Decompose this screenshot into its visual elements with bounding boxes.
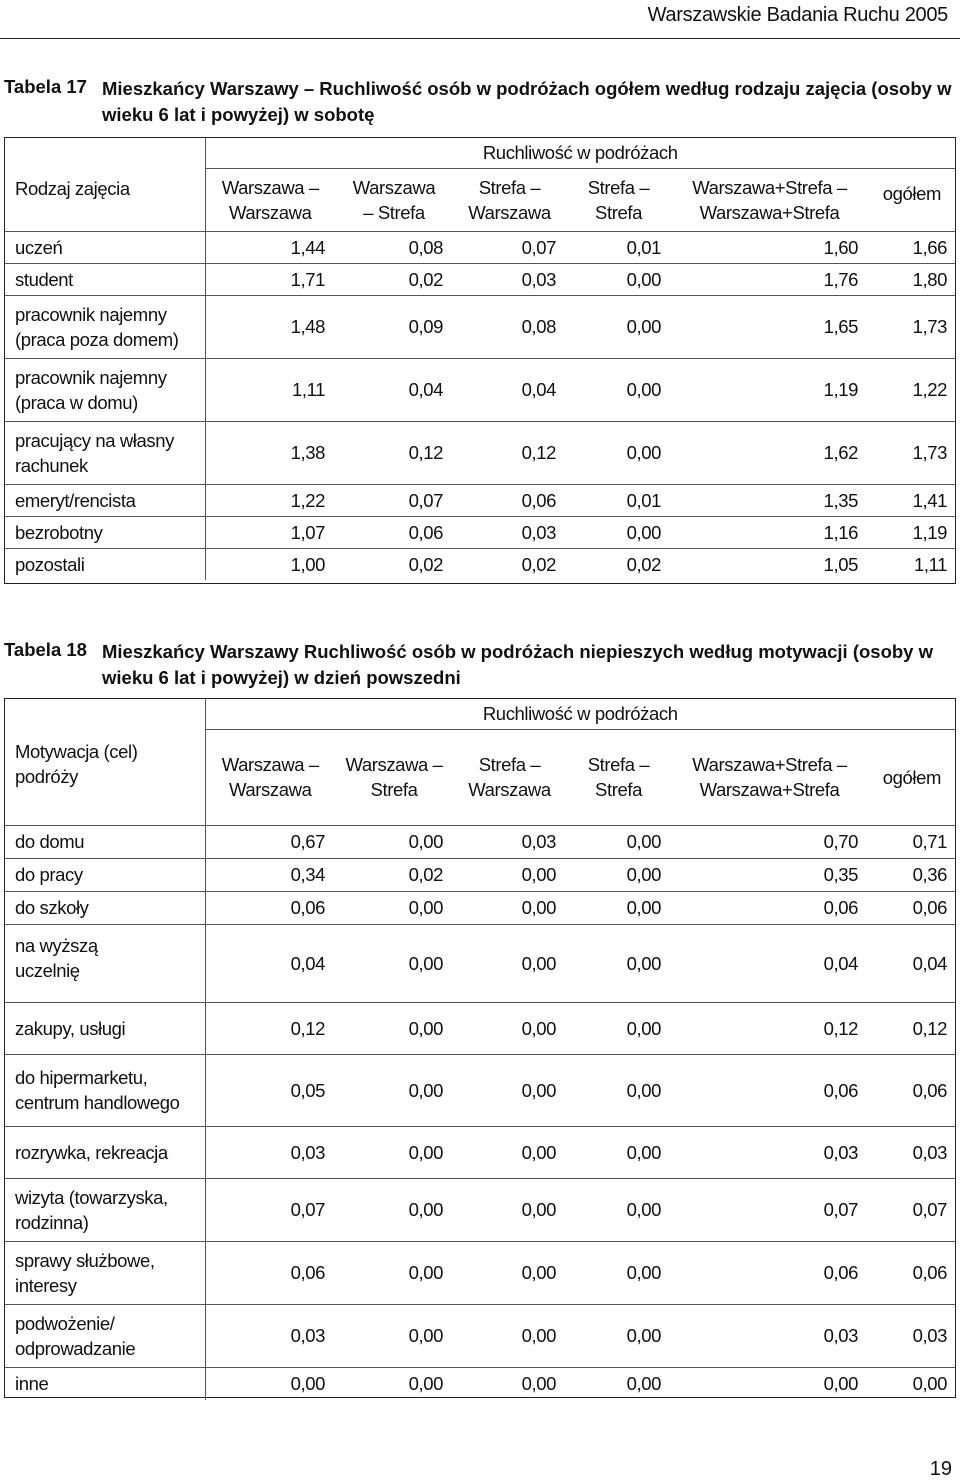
table-17-number: Tabela 17 [4,76,87,97]
table-row [5,484,955,516]
table-cell: 1,05 [671,548,868,580]
table-18-title: Mieszkańcy Warszawy Ruchliwość osób w podróżach niepieszych według motywacji (osoby w wieku 6 lat i powyżej) w dzień powszedni [102,641,933,688]
table-cell: 0,06 [205,891,335,924]
table-row [5,891,955,924]
table-18-number: Tabela 18 [4,639,87,660]
table-cell: 0,06 [671,1241,868,1304]
table-18-col-header: Warszawa – Strefa [335,729,453,825]
table-cell: 0,00 [335,1367,453,1400]
table-cell: 0,00 [453,1367,566,1400]
table-cell: 0,00 [566,1054,671,1126]
table-cell: 0,06 [453,484,566,516]
table-17-col-header: Warszawa – Warszawa [205,168,335,231]
table-18-col-header: Strefa – Warszawa [453,729,566,825]
table-cell: 0,00 [335,891,453,924]
table-cell: 0,04 [453,358,566,421]
table-cell: 0,03 [205,1126,335,1178]
table-cell: 0,03 [453,263,566,295]
table-row [5,548,955,580]
row-label: zakupy, usługi [5,1002,205,1054]
table-cell: 0,00 [566,1304,671,1367]
table-cell: 1,44 [205,231,335,263]
table-18-group-header: Ruchliwość w podróżach [205,699,955,729]
table-cell: 0,00 [335,1002,453,1054]
table-row [5,231,955,263]
table-cell: 0,06 [868,891,955,924]
table-17-row-header: Rodzaj zajęcia [15,178,130,199]
table-cell: 0,03 [453,516,566,548]
table-cell: 0,00 [566,1241,671,1304]
table-cell: 0,09 [335,295,453,358]
table-cell: 0,07 [671,1178,868,1241]
table-18-col-header: Warszawa+Strefa – Warszawa+Strefa [671,729,868,825]
table-row [5,858,955,891]
table-cell: 0,00 [453,1054,566,1126]
table-cell: 0,01 [566,231,671,263]
table-cell: 1,22 [868,358,955,421]
table-cell: 0,00 [566,858,671,891]
row-label: rozrywka, rekreacja [5,1126,205,1178]
table-cell: 0,34 [205,858,335,891]
table-17-total-header: ogółem [868,168,955,231]
table-cell: 0,00 [566,358,671,421]
table-cell: 0,07 [868,1178,955,1241]
table-row [5,263,955,295]
row-label: pozostali [5,548,205,580]
table-cell: 0,03 [205,1304,335,1367]
table-row [5,1367,955,1400]
table-cell: 0,00 [453,1002,566,1054]
table-18-row-header: Motywacja (cel) podróży [15,740,138,787]
table-cell: 0,02 [335,858,453,891]
table-cell: 0,00 [566,1367,671,1400]
table-cell: 0,00 [453,1304,566,1367]
table-cell: 0,06 [868,1241,955,1304]
table-cell: 0,00 [453,1241,566,1304]
table-cell: 0,12 [868,1002,955,1054]
table-cell: 0,03 [671,1304,868,1367]
table-cell: 0,00 [566,891,671,924]
table-cell: 0,06 [671,1054,868,1126]
table-cell: 0,04 [868,924,955,1002]
table-cell: 0,02 [335,263,453,295]
table-cell: 1,73 [868,295,955,358]
row-label: do domu [5,825,205,858]
table-cell: 0,07 [335,484,453,516]
table-cell: 0,03 [868,1304,955,1367]
table-cell: 0,00 [335,1241,453,1304]
table-cell: 0,00 [566,263,671,295]
table-17-col-header: Warszawa+Strefa – Warszawa+Strefa [671,168,868,231]
table-cell: 0,00 [453,1178,566,1241]
table-cell: 0,06 [205,1241,335,1304]
page-number: 19 [929,1458,952,1480]
running-header: Warszawskie Badania Ruchu 2005 [647,4,948,26]
table-cell: 0,08 [453,295,566,358]
table-cell: 1,16 [671,516,868,548]
row-label: student [5,263,205,295]
table-cell: 0,00 [566,924,671,1002]
table-row [5,358,955,421]
table-cell: 0,00 [335,1126,453,1178]
table-cell: 1,73 [868,421,955,484]
table-cell: 0,67 [205,825,335,858]
table-cell: 0,07 [205,1178,335,1241]
table-cell: 0,00 [566,295,671,358]
row-label: pracownik najemny (praca w domu) [5,358,205,421]
row-label: do hipermarketu, centrum handlowego [5,1054,205,1126]
table-17-group-header: Ruchliwość w podróżach [205,138,955,168]
table-cell: 0,05 [205,1054,335,1126]
table-cell: 0,00 [566,1126,671,1178]
table-18-col-header: Strefa – Strefa [566,729,671,825]
row-label: sprawy służbowe, interesy [5,1241,205,1304]
table-17-title: Mieszkańcy Warszawy – Ruchliwość osób w podróżach ogółem według rodzaju zajęcia (osoby w wieku 6 lat i powyżej) w sobotę [102,78,952,125]
table-cell: 0,00 [566,1002,671,1054]
table-cell: 0,35 [671,858,868,891]
table-cell: 0,07 [453,231,566,263]
row-label: na wyższą uczelnię [5,924,205,1002]
table-cell: 1,11 [205,358,335,421]
table-row [5,1054,955,1126]
row-label: do szkoły [5,891,205,924]
table-cell: 0,00 [453,858,566,891]
table-cell: 0,03 [868,1126,955,1178]
table-row [5,825,955,858]
table-cell: 0,06 [671,891,868,924]
table-cell: 0,08 [335,231,453,263]
table-row [5,1126,955,1178]
table-cell: 1,80 [868,263,955,295]
table-row [5,1002,955,1054]
row-label: inne [5,1367,205,1400]
table-18-frame [4,698,956,1398]
table-cell: 0,00 [335,924,453,1002]
table-cell: 0,00 [453,1126,566,1178]
table-row [5,516,955,548]
table-cell: 0,70 [671,825,868,858]
table-18 [5,699,955,1400]
table-row [5,295,955,358]
table-cell: 1,66 [868,231,955,263]
table-cell: 0,00 [453,891,566,924]
table-cell: 0,04 [335,358,453,421]
table-17-col-header: Warszawa – Strefa [335,168,453,231]
table-cell: 1,19 [671,358,868,421]
table-cell: 0,00 [671,1367,868,1400]
table-row [5,421,955,484]
table-cell: 0,00 [453,924,566,1002]
table-cell: 0,04 [671,924,868,1002]
row-label: uczeń [5,231,205,263]
table-cell: 0,00 [566,421,671,484]
table-cell: 1,00 [205,548,335,580]
table-cell: 1,38 [205,421,335,484]
table-17-frame [4,137,956,584]
header-rule [0,38,960,39]
table-cell: 0,00 [335,825,453,858]
table-cell: 0,00 [205,1367,335,1400]
table-cell: 0,02 [335,548,453,580]
table-cell: 0,36 [868,858,955,891]
row-label: podwożenie/ odprowadzanie [5,1304,205,1367]
table-cell: 0,00 [335,1178,453,1241]
table-17-col-header: Strefa – Strefa [566,168,671,231]
table-row [5,1178,955,1241]
table-cell: 1,76 [671,263,868,295]
table-cell: 0,00 [335,1054,453,1126]
table-cell: 1,22 [205,484,335,516]
row-label: bezrobotny [5,516,205,548]
table-cell: 0,00 [335,1304,453,1367]
table-cell: 0,02 [566,548,671,580]
table-cell: 0,12 [205,1002,335,1054]
table-row [5,1304,955,1367]
table-cell: 1,07 [205,516,335,548]
table-row [5,924,955,1002]
row-label: pracujący na własny rachunek [5,421,205,484]
table-cell: 0,04 [205,924,335,1002]
table-cell: 1,35 [671,484,868,516]
table-cell: 0,02 [453,548,566,580]
table-cell: 1,62 [671,421,868,484]
table-cell: 0,01 [566,484,671,516]
table-cell: 0,12 [335,421,453,484]
table-cell: 0,00 [566,1178,671,1241]
table-cell: 0,12 [671,1002,868,1054]
table-cell: 0,00 [566,825,671,858]
table-cell: 0,12 [453,421,566,484]
table-17-col-header: Strefa – Warszawa [453,168,566,231]
table-cell: 0,03 [453,825,566,858]
table-cell: 1,71 [205,263,335,295]
table-cell: 0,03 [671,1126,868,1178]
row-label: pracownik najemny (praca poza domem) [5,295,205,358]
table-cell: 0,00 [868,1367,955,1400]
table-cell: 1,19 [868,516,955,548]
table-cell: 1,11 [868,548,955,580]
table-cell: 1,60 [671,231,868,263]
table-cell: 0,06 [335,516,453,548]
table-cell: 0,00 [566,516,671,548]
row-label: emeryt/rencista [5,484,205,516]
row-label: do pracy [5,858,205,891]
table-17 [5,138,955,580]
table-cell: 1,41 [868,484,955,516]
table-18-total-header: ogółem [868,729,955,825]
table-18-col-header: Warszawa – Warszawa [205,729,335,825]
table-cell: 0,71 [868,825,955,858]
table-cell: 1,65 [671,295,868,358]
table-row [5,1241,955,1304]
table-cell: 1,48 [205,295,335,358]
table-cell: 0,06 [868,1054,955,1126]
row-label: wizyta (towarzyska, rodzinna) [5,1178,205,1241]
